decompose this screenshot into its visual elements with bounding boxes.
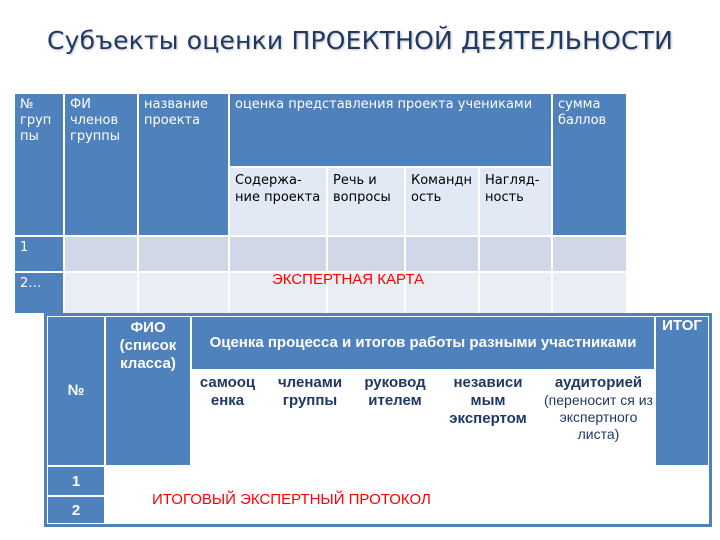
header-project-name: название проекта [138, 93, 229, 236]
header-fio: ФИО (список класса) [105, 316, 191, 466]
header-result: ИТОГ [655, 316, 709, 466]
audience-note: (переносит ся из экспертного листа) [544, 392, 653, 442]
table-cell [138, 272, 229, 314]
header-process-evaluation: Оценка процесса и итогов работы разными участниками [191, 316, 655, 370]
table-cell [327, 236, 405, 272]
table-cell [64, 236, 138, 272]
subheader-self-assessment: самооц енка [191, 370, 264, 466]
row-label-1: 1 [14, 236, 64, 272]
table-cell [542, 496, 655, 524]
final-protocol-caption: ИТОГОВЫЙ ЭКСПЕРТНЫЙ ПРОТОКОЛ [152, 491, 431, 508]
table-cell [479, 272, 552, 314]
table-cell [138, 236, 229, 272]
table-cell [542, 466, 655, 496]
subheader-leader: руковод ителем [356, 370, 434, 466]
subheader-content: Содержа-ние проекта [229, 167, 327, 236]
table-cell [405, 236, 479, 272]
subheader-speech: Речь и вопросы [327, 167, 405, 236]
table-cell [479, 236, 552, 272]
table-cell [552, 272, 627, 314]
row-label-2: 2… [14, 272, 64, 314]
table-cell [655, 466, 709, 496]
table-cell [434, 496, 542, 524]
protocol-row-label-2: 2 [47, 496, 105, 524]
subheader-independent-expert: независи мым экспертом [434, 370, 542, 466]
expert-card-caption: ЭКСПЕРТНАЯ КАРТА [272, 271, 425, 288]
audience-label: аудиторией [554, 374, 643, 391]
table-cell [434, 466, 542, 496]
header-group-members: ФИ членов группы [64, 93, 138, 236]
subheader-teamwork: Командн ость [405, 167, 479, 236]
header-total-score: сумма баллов [552, 93, 627, 236]
table-cell [655, 496, 709, 524]
subheader-group-members: членами группы [264, 370, 356, 466]
table-cell [552, 236, 627, 272]
table-cell [64, 272, 138, 314]
slide-title: Субъекты оценки ПРОЕКТНОЙ ДЕЯТЕЛЬНОСТИ [46, 26, 674, 55]
header-project-evaluation: оценка представления проекта учениками [229, 93, 552, 167]
table-cell [229, 236, 327, 272]
subheader-visuals: Нагляд-ность [479, 167, 552, 236]
header-number: № [47, 316, 105, 466]
subheader-audience [542, 370, 655, 466]
protocol-row-label-1: 1 [47, 466, 105, 496]
header-group-number: № груп пы [14, 93, 64, 236]
